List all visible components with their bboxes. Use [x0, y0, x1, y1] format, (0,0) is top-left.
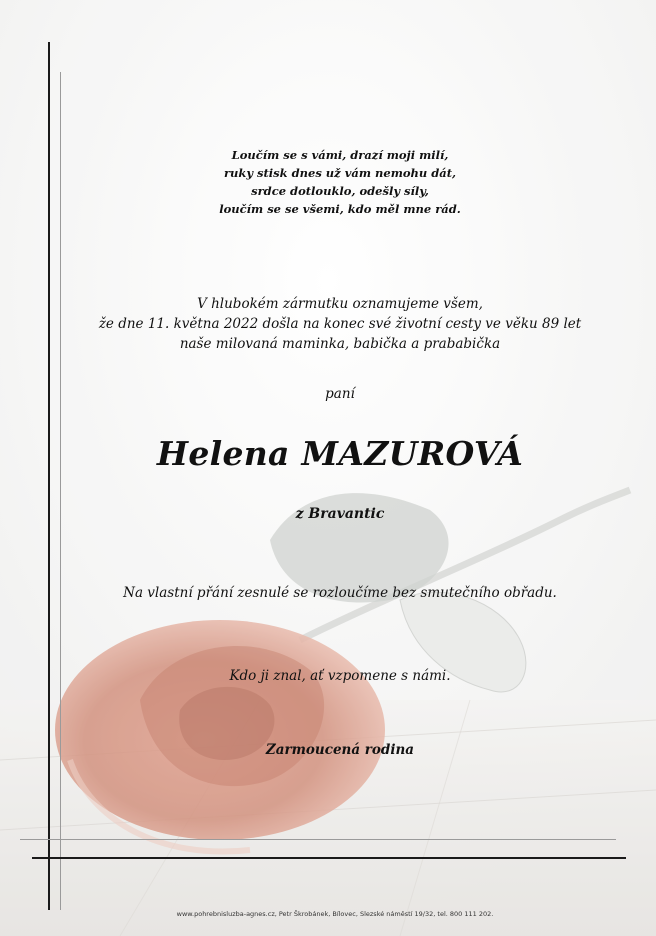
announcement-line: že dne 11. května 2022 došla na konec své životní cesty ve věku 89 let	[98, 316, 582, 332]
poem-line: loučím se se všemi, kdo měl mne rád.	[219, 202, 461, 216]
poem-line: ruky stisk dnes už vám nemohu dát,	[223, 166, 457, 180]
announcement-line: V hlubokém zármutku oznamujeme všem,	[197, 296, 483, 312]
announcement	[60, 294, 620, 354]
farewell-poem	[60, 146, 620, 218]
frame-vertical-dark-line	[48, 42, 50, 910]
poem-line: Loučím se s vámi, drazí moji milí,	[231, 148, 449, 162]
deceased-name: Helena MAZUROVÁ	[156, 434, 524, 473]
announcement-line: naše milovaná maminka, babička a prababička	[179, 336, 501, 352]
remembrance-line: Kdo ji znal, ať vzpomene s námi.	[229, 668, 451, 684]
funeral-service-footer: www.pohrebnisluzba-agnes.cz, Petr Škrobánek, Bílovec, Slezské náměstí 19/32, tel. 800 111 202.	[176, 910, 494, 918]
ceremony-wish: Na vlastní přání zesnulé se rozloučíme bez smutečního obřadu.	[123, 585, 557, 601]
poem-line: srdce dotlouklo, odešly síly,	[251, 184, 429, 198]
deceased-origin: z Bravantic	[295, 506, 385, 522]
salutation: paní	[325, 386, 355, 402]
family-signature: Zarmoucená rodina	[265, 742, 415, 758]
notice-content	[60, 0, 620, 936]
